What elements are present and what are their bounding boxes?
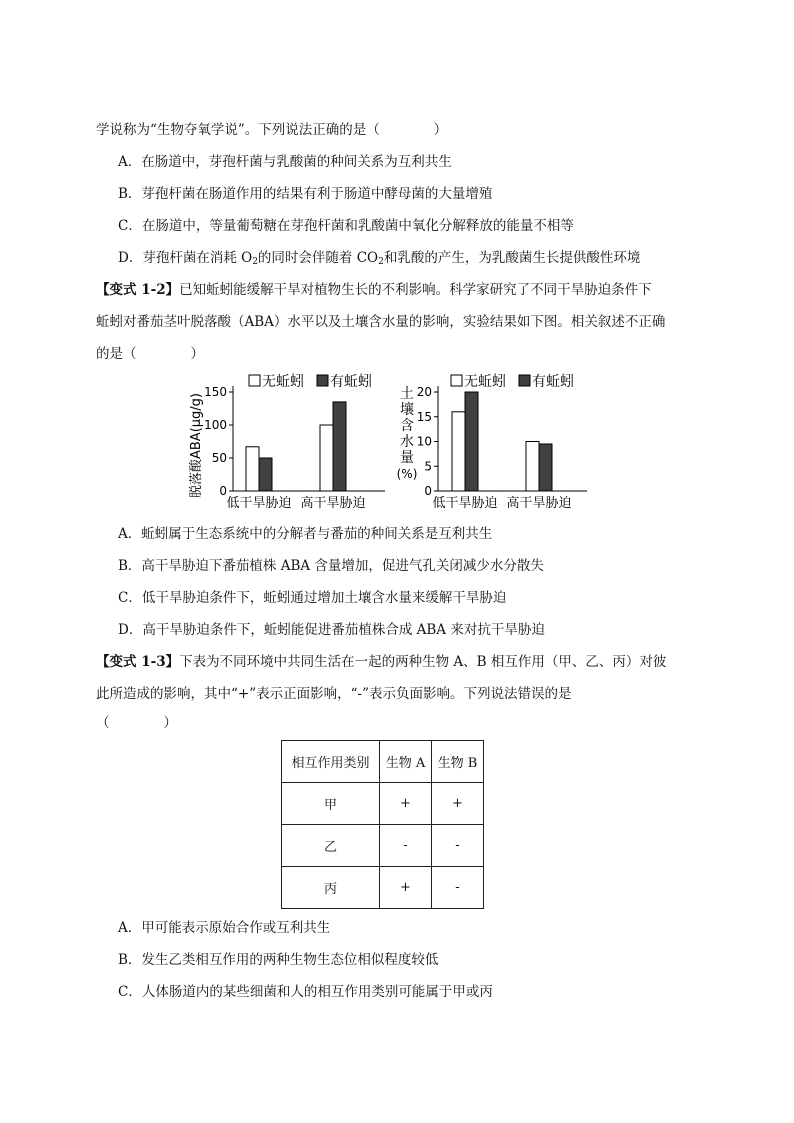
table-row: [282, 783, 484, 825]
table-header-cell: 生物 B: [432, 741, 484, 783]
q3-stem-line1: 【变式 1-3】下表为不同环境中共同生活在一起的两种生物 A、B 相互作用（甲、乙、丙）对彼: [96, 654, 667, 670]
bar-with-earthworm: [465, 392, 478, 491]
y-tick-label: 5: [424, 459, 432, 474]
table-header-cell: 相互作用类别: [282, 741, 380, 783]
legend-label: 有蚯蚓: [532, 374, 574, 390]
x-tick-label: 高干旱胁迫: [506, 496, 572, 511]
bar-with-earthworm: [259, 458, 272, 491]
table-header-cell: 生物 A: [380, 741, 432, 783]
q3-stem-line3: （ ）: [96, 715, 177, 731]
q2-tag: 【变式 1-2】: [96, 282, 180, 298]
q3-option-b: B．发生乙类相互作用的两种生物生态位相似程度较低: [118, 952, 439, 968]
legend-swatch: [519, 375, 530, 386]
bar-no-earthworm: [246, 447, 259, 491]
y-axis-label-char: 量: [400, 450, 414, 466]
soil-water-bar-chart: [395, 368, 595, 513]
aba-bar-chart: [185, 368, 395, 513]
table-cell: 甲: [282, 783, 380, 825]
table-cell: -: [380, 825, 432, 867]
legend-swatch: [249, 375, 260, 386]
q2-option-c: C．低干旱胁迫条件下，蚯蚓通过增加土壤含水量来缓解干旱胁迫: [118, 590, 507, 606]
legend-label: 无蚯蚓: [262, 374, 304, 390]
table-cell: +: [380, 783, 432, 825]
q2-option-b: B．高干旱胁迫下番茄植株 ABA 含量增加，促进气孔关闭减少水分散失: [118, 558, 544, 574]
q1-option-b: B．芽孢杆菌在肠道作用的结果有利于肠道中酵母菌的大量增殖: [118, 186, 493, 202]
y-tick-label: 50: [211, 451, 227, 465]
interaction-table: [281, 740, 484, 909]
x-tick-label: 低干旱胁迫: [432, 496, 498, 511]
y-tick-label: 10: [416, 434, 432, 449]
legend-swatch: [451, 375, 462, 386]
q3-tag: 【变式 1-3】: [96, 654, 180, 670]
legend-label: 有蚯蚓: [330, 374, 372, 390]
bar-no-earthworm: [452, 412, 465, 491]
y-tick-label: 15: [416, 409, 432, 424]
bar-with-earthworm: [539, 444, 552, 491]
q1-option-c: C．在肠道中，等量葡萄糖在芽孢杆菌和乳酸菌中氧化分解释放的能量不相等: [118, 218, 574, 234]
y-tick-label: 150: [204, 385, 227, 399]
q2-stem-line3: 的是（ ）: [96, 346, 204, 362]
y-tick-label: 0: [219, 484, 227, 498]
y-tick-label: 0: [424, 484, 432, 498]
q2-stem-line1: 【变式 1-2】已知蚯蚓能缓解干旱对植物生长的不利影响。科学家研究了不同干旱胁迫条件下: [96, 282, 652, 298]
q3-stem-line2: 此所造成的影响，其中“+”表示正面影响，“-”表示负面影响。下列说法错误的是: [96, 686, 572, 702]
q2-option-a: A．蚯蚓属于生态系统中的分解者与番茄的种间关系是互利共生: [118, 526, 493, 542]
bar-no-earthworm: [526, 442, 539, 492]
y-axis-label-char: 水: [400, 434, 414, 450]
legend-label: 无蚯蚓: [464, 374, 506, 390]
y-axis-label-char: 壤: [400, 402, 414, 418]
table-cell: 丙: [282, 867, 380, 909]
y-tick-label: 100: [204, 418, 227, 432]
q2-stem-line2: 蚯蚓对番茄茎叶脱落酸（ABA）水平以及土壤含水量的影响，实验结果如下图。相关叙述不正确: [96, 314, 666, 330]
x-tick-label: 高干旱胁迫: [300, 496, 366, 511]
legend-swatch: [317, 375, 328, 386]
table-cell: -: [432, 867, 484, 909]
table-cell: +: [432, 783, 484, 825]
q1-stem: 学说称为“生物夺氧学说”。下列说法正确的是（ ）: [96, 122, 448, 138]
q1-option-d: D．芽孢杆菌在消耗 $O_2$的同时会伴随着 $CO_2$和乳酸的产生，为乳酸菌生长提供酸性环境: [118, 250, 641, 267]
table-cell: +: [380, 867, 432, 909]
y-axis-label-char: 含: [400, 418, 414, 434]
table-row: [282, 825, 484, 867]
q1-option-a: A．在肠道中，芽孢杆菌与乳酸菌的种间关系为互利共生: [118, 154, 452, 170]
x-tick-label: 低干旱胁迫: [226, 496, 292, 511]
q3-option-c: C．人体肠道内的某些细菌和人的相互作用类别可能属于甲或丙: [118, 984, 493, 1000]
table-cell: -: [432, 825, 484, 867]
bar-with-earthworm: [333, 402, 346, 491]
table-header-row: [282, 741, 484, 783]
y-axis-label: 脱落酸ABA(μg/g): [189, 392, 204, 499]
y-axis-label-char: 土: [400, 386, 414, 402]
q2-option-d: D．高干旱胁迫条件下，蚯蚓能促进番茄植株合成 ABA 来对抗干旱胁迫: [118, 622, 545, 638]
y-tick-label: 20: [416, 385, 432, 399]
bar-no-earthworm: [320, 425, 333, 491]
q3-option-a: A．甲可能表示原始合作或互利共生: [118, 920, 331, 936]
y-axis-label-unit: (%): [396, 467, 418, 481]
table-cell: 乙: [282, 825, 380, 867]
table-row: [282, 867, 484, 909]
